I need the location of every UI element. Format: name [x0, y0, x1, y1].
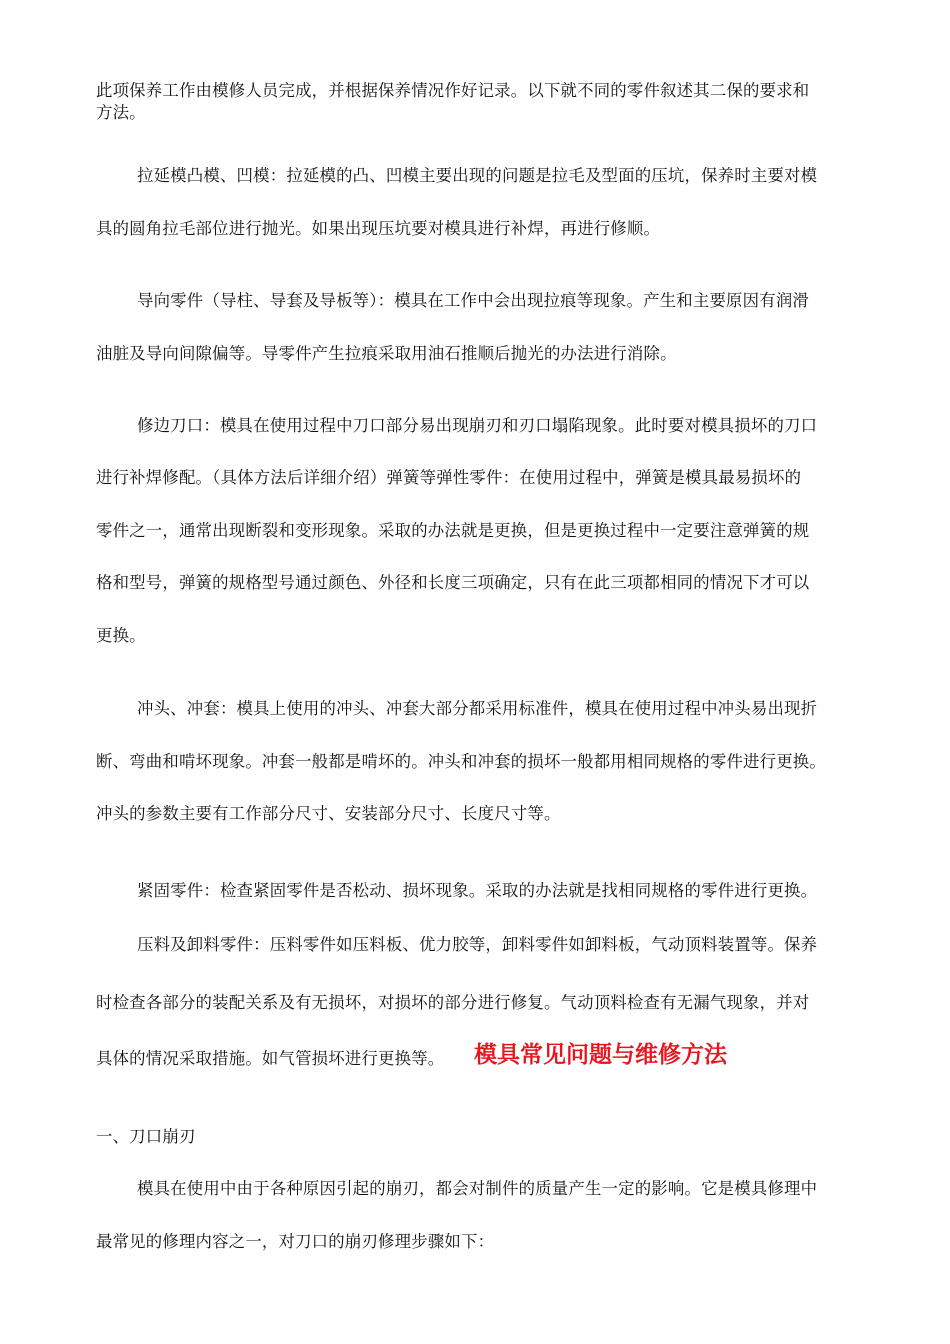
text-line: 格和型号，弹簧的规格型号通过颜色、外径和长度三项确定，只有在此三项都相同的情况下才可以: [96, 573, 810, 592]
text-line: 进行补焊修配。（具体方法后详细介绍）弹簧等弹性零件：在使用过程中，弹簧是模具最易损坏的: [96, 468, 802, 487]
text-line: 具的圆角拉毛部位进行抛光。如果出现压坑要对模具进行补焊，再进行修顺。: [96, 219, 661, 238]
text-line: 方法。: [96, 103, 146, 122]
section-title: 一、刀口崩刃: [96, 1127, 196, 1146]
text-line: 模具在使用中由于各种原因引起的崩刃，都会对制件的质量产生一定的影响。它是模具修理中: [137, 1179, 818, 1198]
text-line: 时检查各部分的装配关系及有无损坏，对损坏的部分进行修复。气动顶料检查有无漏气现象，并对: [96, 993, 810, 1012]
text-line: 冲头的参数主要有工作部分尺寸、安装部分尺寸、长度尺寸等。: [96, 804, 561, 823]
text-line: 紧固零件：检查紧固零件是否松动、损坏现象。采取的办法就是找相同规格的零件进行更换。: [137, 881, 818, 900]
text-line: 断、弯曲和啃坏现象。冲套一般都是啃坏的。冲头和冲套的损坏一般都用相同规格的零件进行更换。: [96, 752, 826, 771]
text-line: 导向零件（导柱、导套及导板等）：模具在工作中会出现拉痕等现象。产生和主要原因有润滑: [137, 291, 810, 310]
text-line: 更换。: [96, 626, 146, 645]
text-line: 压料及卸料零件：压料零件如压料板、优力胶等，卸料零件如卸料板，气动顶料装置等。保养: [137, 935, 818, 954]
text-line: 修边刀口：模具在使用过程中刀口部分易出现崩刃和刃口塌陷现象。此时要对模具损坏的刀口: [137, 416, 818, 435]
text-line: 具体的情况采取措施。如气管损坏进行更换等。: [96, 1049, 445, 1068]
section-heading: 模具常见问题与维修方法: [474, 1042, 727, 1068]
text-line: 拉延模凸模、凹模：拉延模的凸、凹模主要出现的问题是拉毛及型面的压坑，保养时主要对模: [137, 166, 818, 185]
text-line: 零件之一，通常出现断裂和变形现象。采取的办法就是更换，但是更换过程中一定要注意弹簧的规: [96, 521, 810, 540]
text-line: 此项保养工作由模修人员完成，并根据保养情况作好记录。以下就不同的零件叙述其二保的要求和: [96, 81, 810, 100]
text-line: 油脏及导向间隙偏等。导零件产生拉痕采取用油石推顺后抛光的办法进行消除。: [96, 344, 677, 363]
text-line: 最常见的修理内容之一，对刀口的崩刃修理步骤如下：: [96, 1232, 495, 1251]
text-line: 冲头、冲套：模具上使用的冲头、冲套大部分都采用标准件，模具在使用过程中冲头易出现折: [137, 699, 818, 718]
